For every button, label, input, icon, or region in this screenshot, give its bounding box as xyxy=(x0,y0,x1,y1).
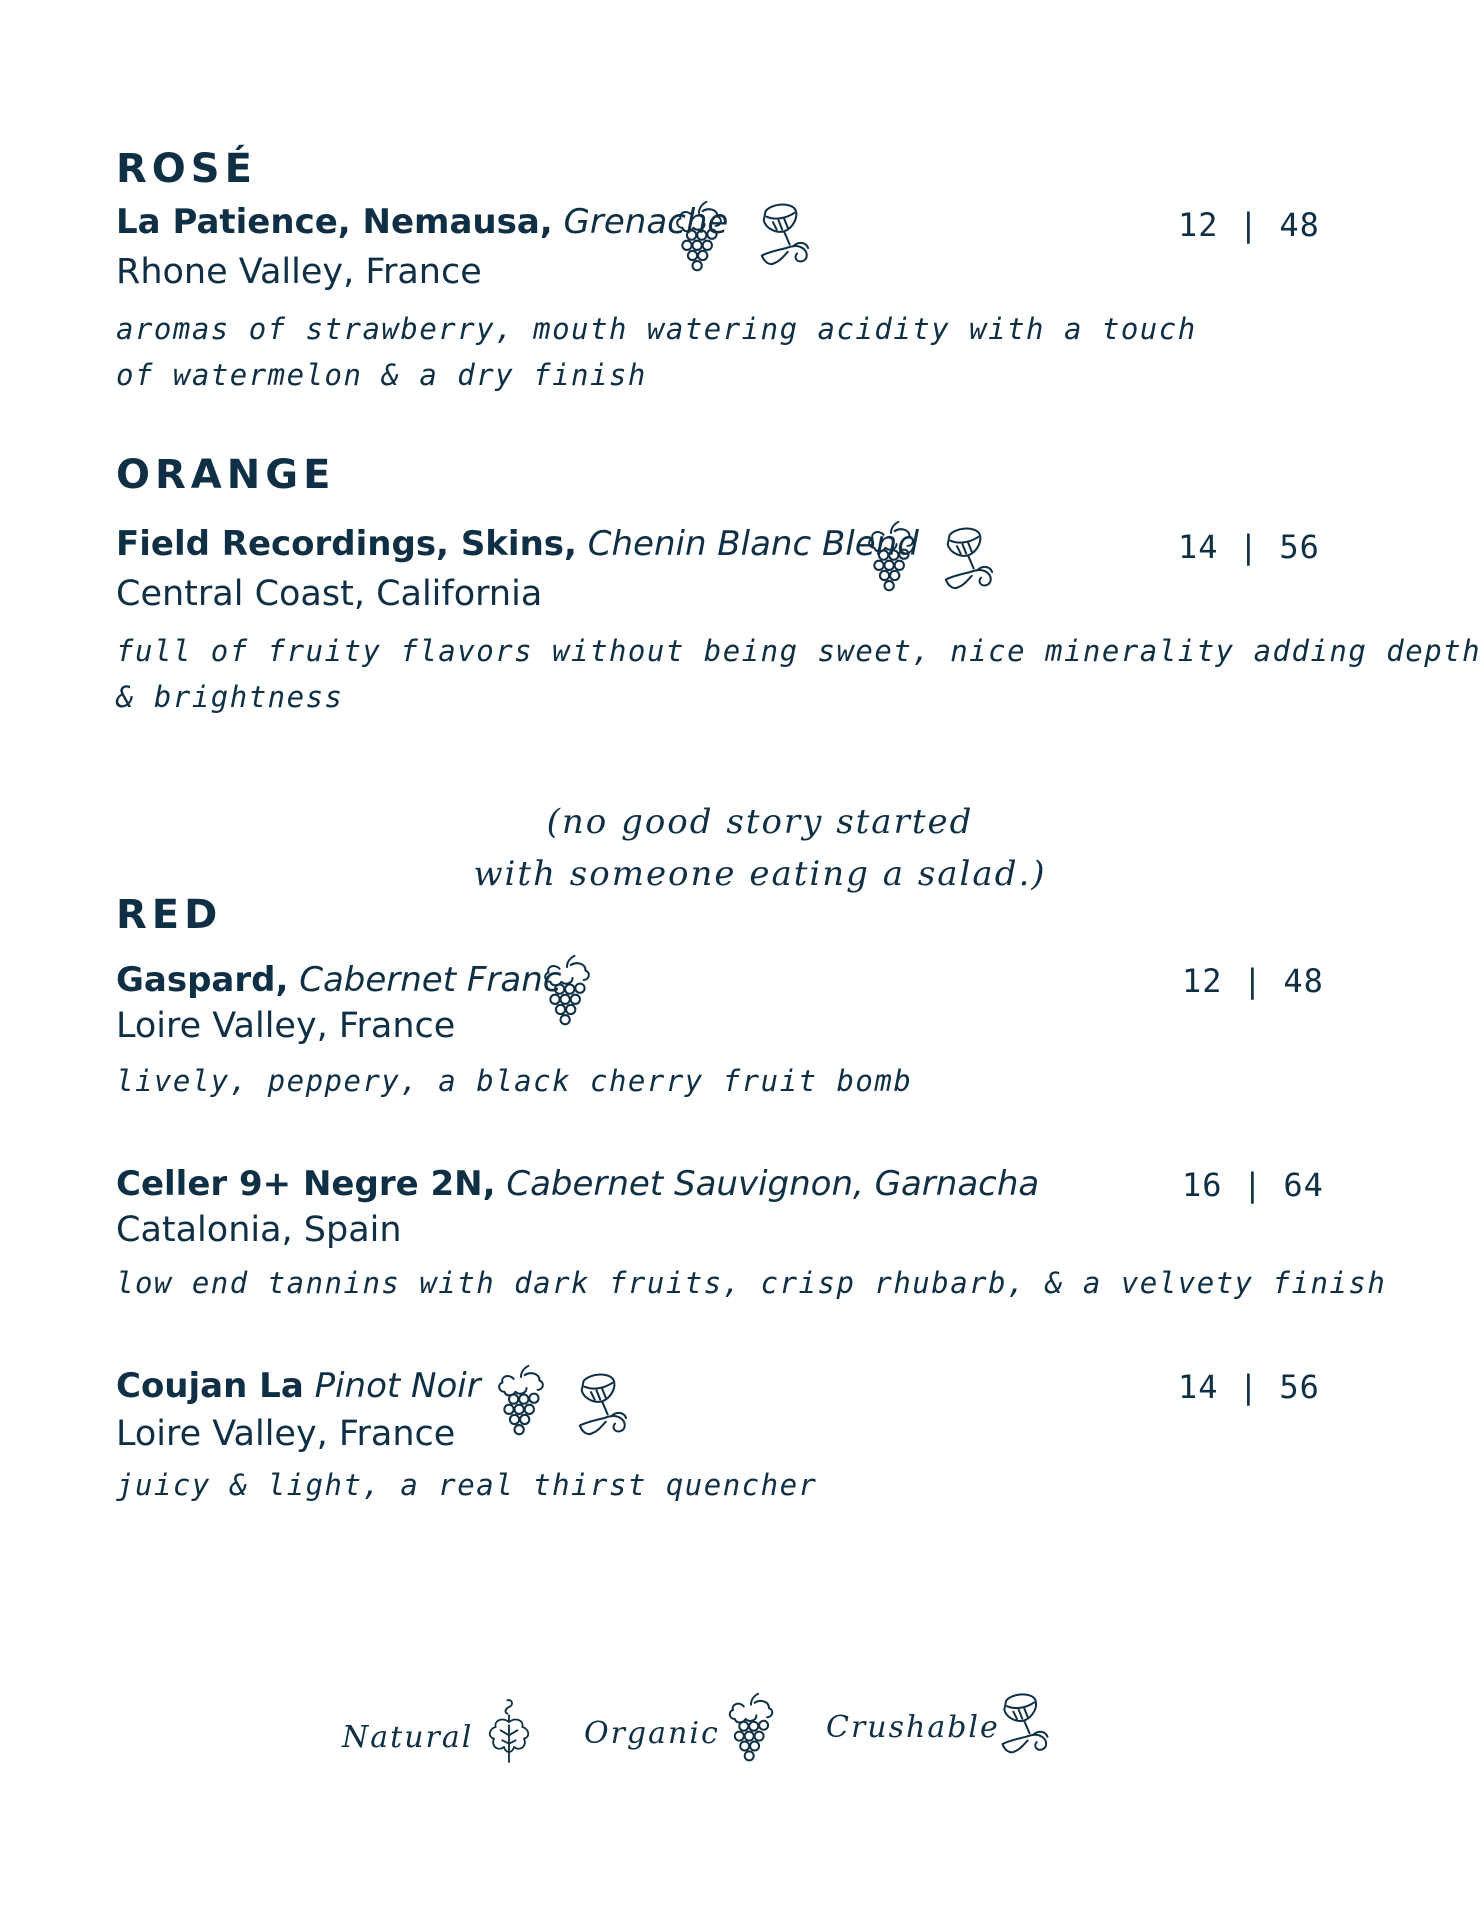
note-line: lively, peppery, a black cherry fruit bomb xyxy=(116,1064,913,1098)
wine-price: 16 | 64 xyxy=(1182,1166,1324,1204)
natural-leaf-icon xyxy=(484,1696,534,1768)
wine-tasting-note xyxy=(116,1462,818,1508)
wine-region: Loire Valley, France xyxy=(116,1006,456,1046)
wine-name-line xyxy=(116,1164,1039,1204)
wine-grape: Grenache xyxy=(563,202,729,242)
organic-icon xyxy=(490,1364,552,1438)
section-title-orange: ORANGE xyxy=(116,452,336,498)
wine-producer: Field Recordings, Skins, xyxy=(116,524,577,564)
note-line: & brightness xyxy=(116,680,344,714)
wine-grape: Cabernet Sauvignon, Garnacha xyxy=(506,1164,1040,1204)
wine-producer: Celler 9+ Negre 2N, xyxy=(116,1164,496,1204)
quote-line: (no good story started xyxy=(546,802,974,842)
crushable-icon xyxy=(936,524,1002,598)
organic-icon xyxy=(860,520,922,594)
note-line: juicy & light, a real thirst quencher xyxy=(116,1468,818,1502)
note-line: of watermelon & a dry finish xyxy=(116,358,647,392)
wine-region: Loire Valley, France xyxy=(116,1414,456,1454)
wine-name-line xyxy=(116,524,919,564)
wine-price: 14 | 56 xyxy=(1178,1368,1320,1406)
wine-name-line xyxy=(116,1366,481,1406)
note-line: full of fruity flavors without being sweet, nice minerality adding depth xyxy=(116,634,1482,668)
wine-grape: Chenin Blanc Blend xyxy=(587,524,919,564)
wine-grape: Pinot Noir xyxy=(314,1366,481,1406)
section-title-rose: ROSÉ xyxy=(116,146,257,192)
wine-tasting-note xyxy=(116,1260,1386,1306)
crushable-icon xyxy=(570,1370,636,1444)
wine-price: 14 | 56 xyxy=(1178,528,1320,566)
wine-name-line xyxy=(116,202,728,242)
note-line: aromas of strawberry, mouth watering acidity with a touch xyxy=(116,312,1197,346)
legend-label-crushable: Crushable xyxy=(826,1710,1000,1745)
legend-label-natural: Natural xyxy=(342,1720,474,1755)
crushable-glass-icon xyxy=(992,1690,1058,1762)
wine-name-line xyxy=(116,960,561,1000)
organic-grapes-icon xyxy=(722,1692,780,1764)
note-line: low end tannins with dark fruits, crisp rhubarb, & a velvety finish xyxy=(116,1266,1387,1300)
wine-region: Rhone Valley, France xyxy=(116,252,482,292)
wine-grape: Cabernet Franc xyxy=(299,960,562,1000)
wine-price: 12 | 48 xyxy=(1178,206,1320,244)
wine-producer: Gaspard, xyxy=(116,960,289,1000)
handwritten-quote xyxy=(420,796,1100,900)
legend-label-organic: Organic xyxy=(584,1716,720,1751)
quote-line: with someone eating a salad.) xyxy=(473,854,1047,894)
wine-price: 12 | 48 xyxy=(1182,962,1324,1000)
wine-tasting-note xyxy=(116,628,1481,720)
wine-producer: La Patience, Nemausa, xyxy=(116,202,553,242)
crushable-icon xyxy=(752,200,818,274)
organic-icon xyxy=(536,954,598,1028)
organic-icon xyxy=(668,200,730,274)
wine-producer: Coujan La xyxy=(116,1366,304,1406)
section-title-red: RED xyxy=(116,892,223,938)
wine-tasting-note xyxy=(116,1058,912,1104)
wine-tasting-note xyxy=(116,306,1197,398)
wine-region: Catalonia, Spain xyxy=(116,1210,402,1250)
wine-region: Central Coast, California xyxy=(116,574,543,614)
